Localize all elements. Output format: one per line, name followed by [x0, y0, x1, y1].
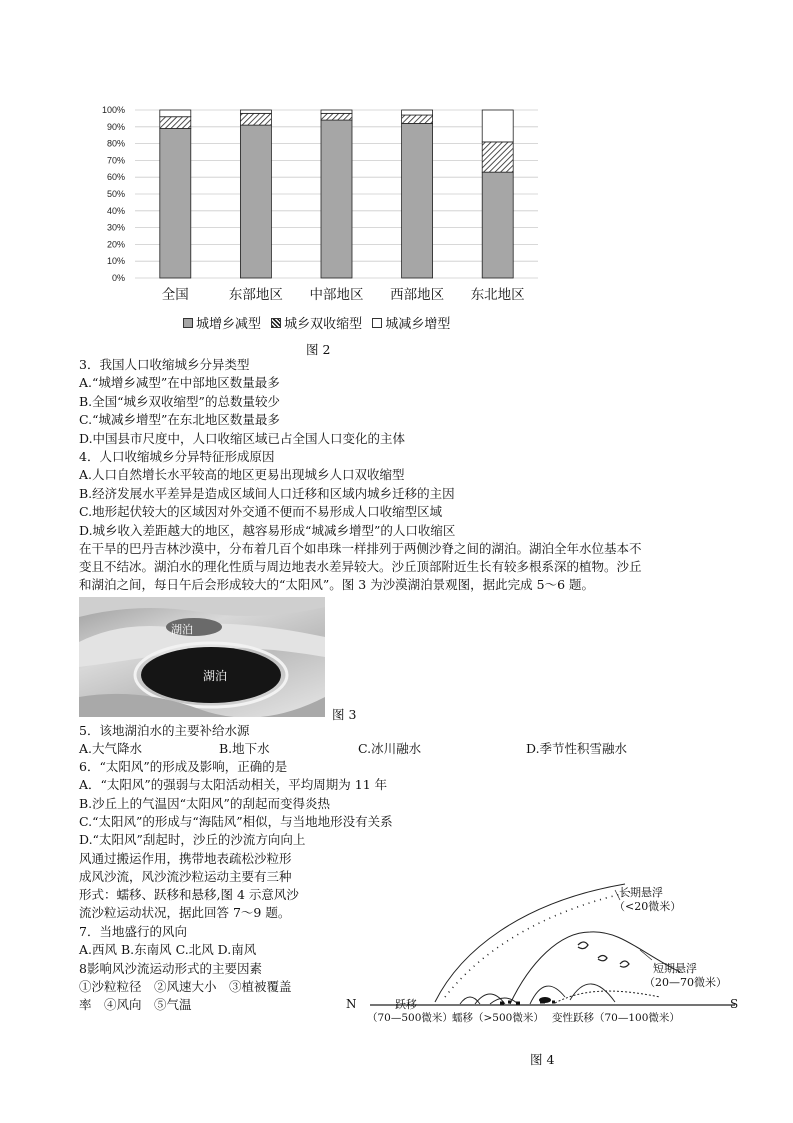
bar-segment-2: [160, 117, 191, 129]
q5-option-a: A.大气降水: [79, 741, 143, 756]
direction-south: S: [730, 997, 739, 1011]
y-tick-label: 80%: [106, 138, 125, 149]
q5-option-d: D.季节性积雪融水: [526, 741, 628, 756]
label-long-suspension-size: （<20微米）: [614, 900, 682, 913]
legend-item-2: 城乡双收缩型: [284, 317, 363, 332]
label-short-suspension-size: （20—70微米）: [644, 976, 727, 989]
q8-options-line2: 率 ④风向 ⑤气温: [79, 997, 192, 1012]
bar-segment-2: [402, 115, 433, 123]
bar-segment-3: [240, 110, 271, 113]
label-saltation-size: （70—500微米）: [367, 1012, 453, 1024]
q6-option-a: A．“太阳风”的强弱与太阳活动相关，平均周期为 11 年: [79, 777, 388, 792]
q5-option-b: B.地下水: [219, 741, 270, 756]
stacked-bar-chart: [80, 100, 550, 340]
q4-option-b: B.经济发展水平差异是造成区域间人口迁移和区域内城乡迁移的主因: [79, 486, 455, 501]
bar-segment-1: [240, 125, 271, 278]
passage2-line3: 形式：蠕移、跃移和悬移,图 4 示意风沙: [79, 887, 299, 902]
x-tick-label: 东部地区: [228, 287, 283, 303]
bar-segment-1: [402, 123, 433, 278]
q8-options-line1: ①沙粒粒径 ②风速大小 ③植被覆盖: [79, 979, 292, 994]
passage2-line1: 风通过搬运作用，携带地表疏松沙粒形: [79, 851, 292, 866]
x-tick-label: 西部地区: [390, 287, 445, 303]
q4-option-c: C.地形起伏较大的区域因对外交通不便而不易形成人口收缩型区域: [79, 504, 443, 519]
y-tick-label: 0%: [111, 273, 125, 283]
lake-label-top: 湖泊: [171, 623, 193, 636]
x-tick-label: 东北地区: [470, 287, 525, 303]
label-saltation: 跃移: [395, 998, 417, 1011]
figure2-caption: 图 2: [306, 342, 331, 357]
y-tick-label: 20%: [106, 239, 125, 250]
bar-segment-3: [402, 110, 433, 115]
q4-option-d: D.城乡收入差距越大的地区，越容易形成“城减乡增型”的人口收缩区: [79, 523, 456, 538]
legend-item-1: 城增乡减型: [196, 317, 262, 332]
saltation-arcs: [460, 984, 615, 1004]
q6-option-b: B.沙丘上的气温因“太阳风”的刮起而变得炎热: [79, 796, 330, 811]
lake-label-main: 湖泊: [203, 669, 228, 683]
y-tick-label: 40%: [106, 205, 125, 216]
label-modified-saltation: 变性跃移（70—100微米）: [552, 1012, 680, 1024]
q6-option-c: C.“太阳风”的形成与“海陆风”相似，与当地地形没有关系: [79, 814, 393, 829]
bar-segment-2: [482, 142, 513, 172]
q6-option-d: D.“太阳风”刮起时，沙丘的沙流方向向上: [79, 832, 306, 847]
y-tick-label: 60%: [106, 172, 125, 183]
y-tick-label: 70%: [106, 155, 125, 166]
figure4-caption: 图 4: [530, 1052, 555, 1067]
legend-swatch-hatch: [271, 318, 281, 328]
label-short-suspension: 短期悬浮: [653, 962, 697, 975]
q3-option-a: A.“城增乡减型”在中部地区数量最多: [79, 375, 280, 390]
chart-legend: [183, 313, 450, 332]
swirl-marks: [578, 942, 629, 967]
passage1-line2: 变且不结冰。湖泊水的理化性质与周边地表水差异较大。沙丘顶部附近生长有较多根系深的植物。沙丘: [79, 559, 642, 574]
q3-stem: 3．我国人口收缩城乡分异类型: [79, 357, 250, 372]
bar-segment-1: [160, 128, 191, 278]
legend-item-3: 城减乡增型: [385, 317, 451, 332]
desert-lake-illustration: [79, 597, 325, 717]
q6-stem: 6．“太阳风”的形成及影响，正确的是: [79, 759, 288, 774]
q3-option-c: C.“城减乡增型”在东北地区数量最多: [79, 412, 280, 427]
bar-segment-3: [160, 110, 191, 117]
figure3-caption: 图 3: [332, 707, 357, 722]
y-tick-label: 30%: [106, 222, 125, 233]
label-creep: 蠕移（>500微米）: [452, 1012, 544, 1024]
desert-lake-photo: [79, 597, 325, 717]
bar-segment-2: [321, 113, 352, 120]
bar-segment-2: [240, 113, 271, 125]
bar-segment-1: [482, 172, 513, 278]
q8-stem: 8影响风沙流运动形式的主要因素: [79, 961, 262, 976]
long-suspension-curve: [435, 884, 625, 1002]
label-long-suspension: 长期悬浮: [619, 886, 663, 899]
direction-north: N: [346, 997, 357, 1011]
y-tick-label: 90%: [106, 121, 125, 132]
legend-swatch-white: [372, 318, 382, 328]
x-tick-label: 全国: [161, 287, 189, 303]
long-suspension-dots: [445, 892, 630, 997]
q4-option-a: A.人口自然增长水平较高的地区更易出现城乡人口双收缩型: [79, 467, 405, 482]
q5-option-c: C.冰川融水: [358, 741, 422, 756]
q7-options: A.西风 B.东南风 C.北风 D.南风: [79, 942, 257, 957]
q4-stem: 4．人口收缩城乡分异特征形成原因: [79, 449, 275, 464]
q3-option-d: D.中国县市尺度中，人口收缩区域已占全国人口变化的主体: [79, 431, 406, 446]
passage1-line3: 和湖泊之间，每日午后会形成较大的“太阳风”。图 3 为沙漠湖泊景观图，据此完成 5～6 题。: [79, 577, 595, 592]
q7-stem: 7．当地盛行的风向: [79, 924, 187, 939]
legend-swatch-grey: [183, 318, 193, 328]
bar-segment-1: [321, 120, 352, 278]
bar-segment-3: [321, 110, 352, 113]
y-tick-label: 100%: [101, 105, 125, 115]
passage1-line1: 在干旱的巴丹吉林沙漠中，分布着几百个如串珠一样排列于两侧沙脊之间的湖泊。湖泊全年水位基本不: [79, 541, 642, 556]
x-tick-label: 中部地区: [309, 287, 364, 303]
passage2-line2: 成风沙流，风沙流沙粒运动主要有三种: [79, 869, 292, 884]
y-tick-label: 50%: [106, 189, 125, 199]
q3-option-b: B.全国“城乡双收缩型”的总数量较少: [79, 394, 280, 409]
y-tick-label: 10%: [106, 256, 125, 267]
modified-saltation-grain: [539, 997, 551, 1003]
q5-stem: 5．该地湖泊水的主要补给水源: [79, 723, 250, 738]
bar-segment-3: [482, 110, 513, 142]
passage2-line4: 流沙粒运动状况，据此回答 7～9 题。: [79, 905, 291, 920]
